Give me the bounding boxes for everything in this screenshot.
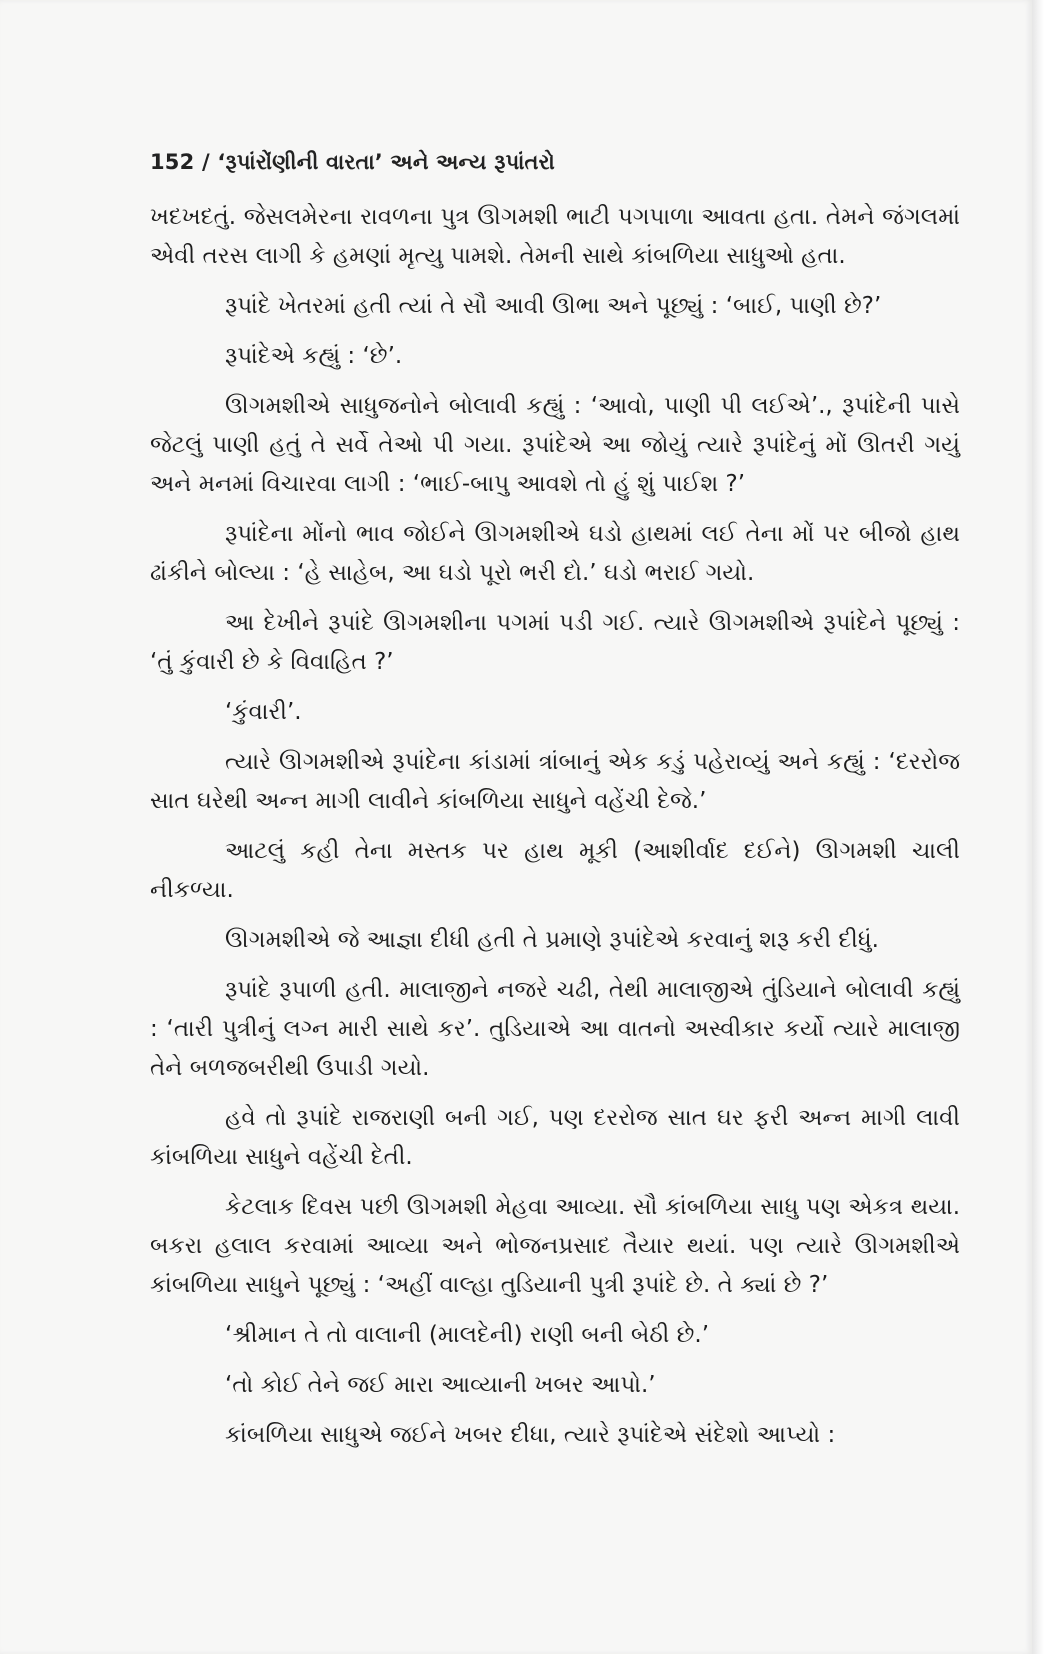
paragraph: ઊગમશીએ સાધુજનોને બોલાવી કહ્યું : ‘આવો, પાણી પી લઈએ’., રૂપાંદેની પાસે જેટલું પાણી હતું તે સર્વે તેઓ પી ગયા. રૂપાંદેએ આ જોયું ત્યારે રૂપાંદેનું મોં ઊતરી ગયું અને મનમાં વિચારવા લાગી : ‘ભાઈ-બાપુ આવશે તો હું શું પાઈશ ?’ — [150, 393, 960, 497]
header-separator: / — [194, 150, 218, 174]
paragraph: આટલું કહી તેના મસ્તક પર હાથ મૂકી (આશીર્વાદ દઈને) ઊગમશી ચાલી નીકળ્યા. — [150, 838, 960, 903]
paragraph: હવે તો રૂપાંદે રાજરાણી બની ગઈ, પણ દરરોજ સાત ઘર ફરી અન્ન માગી લાવી કાંબળિયા સાધુને વહેંચી દેતી. — [150, 1105, 960, 1170]
paragraph: ‘શ્રીમાન તે તો વાલાની (માલદેની) રાણી બની બેઠી છે.’ — [225, 1322, 710, 1348]
paragraph: ઊગમશીએ જે આજ્ઞા દીધી હતી તે પ્રમાણે રૂપાંદેએ કરવાનું શરૂ કરી દીધું. — [225, 927, 879, 953]
paragraph: રૂપાંદેએ કહ્યું : ‘છે’. — [225, 343, 403, 369]
book-title: ‘રૂપાંરોંણીની વારતા’ અને અન્ય રૂપાંતરો — [217, 150, 555, 174]
body-text — [150, 198, 960, 1466]
paragraph: આ દેખીને રૂપાંદે ઊગમશીના પગમાં પડી ગઈ. ત્યારે ઊગમશીએ રૂપાંદેને પૂછ્યું : ‘તું કુંવારી છે કે વિવાહિત ?’ — [150, 610, 960, 675]
paragraph: ‘તો કોઈ તેને જઈ મારા આવ્યાની ખબર આપો.’ — [225, 1372, 656, 1398]
paragraph: રૂપાંદે ખેતરમાં હતી ત્યાં તે સૌ આવી ઊભા અને પૂછ્યું : ‘બાઈ, પાણી છે?’ — [225, 293, 882, 319]
paragraph: કાંબળિયા સાધુએ જઈને ખબર દીધા, ત્યારે રૂપાંદેએ સંદેશો આપ્યો : — [225, 1422, 836, 1448]
paragraph: રૂપાંદે રૂપાળી હતી. માલાજીને નજરે ચઢી, તેથી માલાજીએ તુંડિયાને બોલાવી કહ્યું : ‘તારી પુત્રીનું લગ્ન મારી સાથે કર’. તુડિયાએ આ વાતનો અસ્વીકાર કર્યો ત્યારે માલાજી તેને બળજબરીથી ઉપાડી ગયો. — [150, 977, 960, 1081]
paragraph: રૂપાંદેના મોંનો ભાવ જોઈને ઊગમશીએ ઘડો હાથમાં લઈ તેના મોં પર બીજો હાથ ઢાંકીને બોલ્યા : ‘હે સાહેબ, આ ઘડો પૂરો ભરી દો.’ ઘડો ભરાઈ ગયો. — [150, 521, 960, 586]
page-edge — [1032, 0, 1044, 1654]
paragraph: ત્યારે ઊગમશીએ રૂપાંદેના કાંડામાં ત્રાંબાનું એક કડું પહેરાવ્યું અને કહ્યું : ‘દરરોજ સાત ઘરેથી અન્ન માગી લાવીને કાંબળિયા સાધુને વહેંચી દેજે.’ — [150, 749, 960, 814]
paragraph: ખદખદતું. જેસલમેરના રાવળના પુત્ર ઊગમશી ભાટી પગપાળા આવતા હતા. તેમને જંગલમાં એવી તરસ લાગી કે હમણાં મૃત્યુ પામશે. તેમની સાથે કાંબળિયા સાધુઓ હતા. — [150, 204, 960, 269]
paragraph: કેટલાક દિવસ પછી ઊગમશી મેહવા આવ્યા. સૌ કાંબળિયા સાધુ પણ એકત્ર થયા. બકરા હલાલ કરવામાં આવ્યા અને ભોજનપ્રસાદ તૈયાર થયાં. પણ ત્યારે ઊગમશીએ કાંબળિયા સાધુને પૂછ્યું : ‘અહીં વાલ્હા તુડિયાની પુત્રી રૂપાંદે છે. તે ક્યાં છે ?’ — [150, 1194, 960, 1298]
page-number: 152 — [150, 150, 195, 174]
paragraph: ‘કુંવારી’. — [225, 699, 302, 725]
running-header — [150, 150, 555, 175]
